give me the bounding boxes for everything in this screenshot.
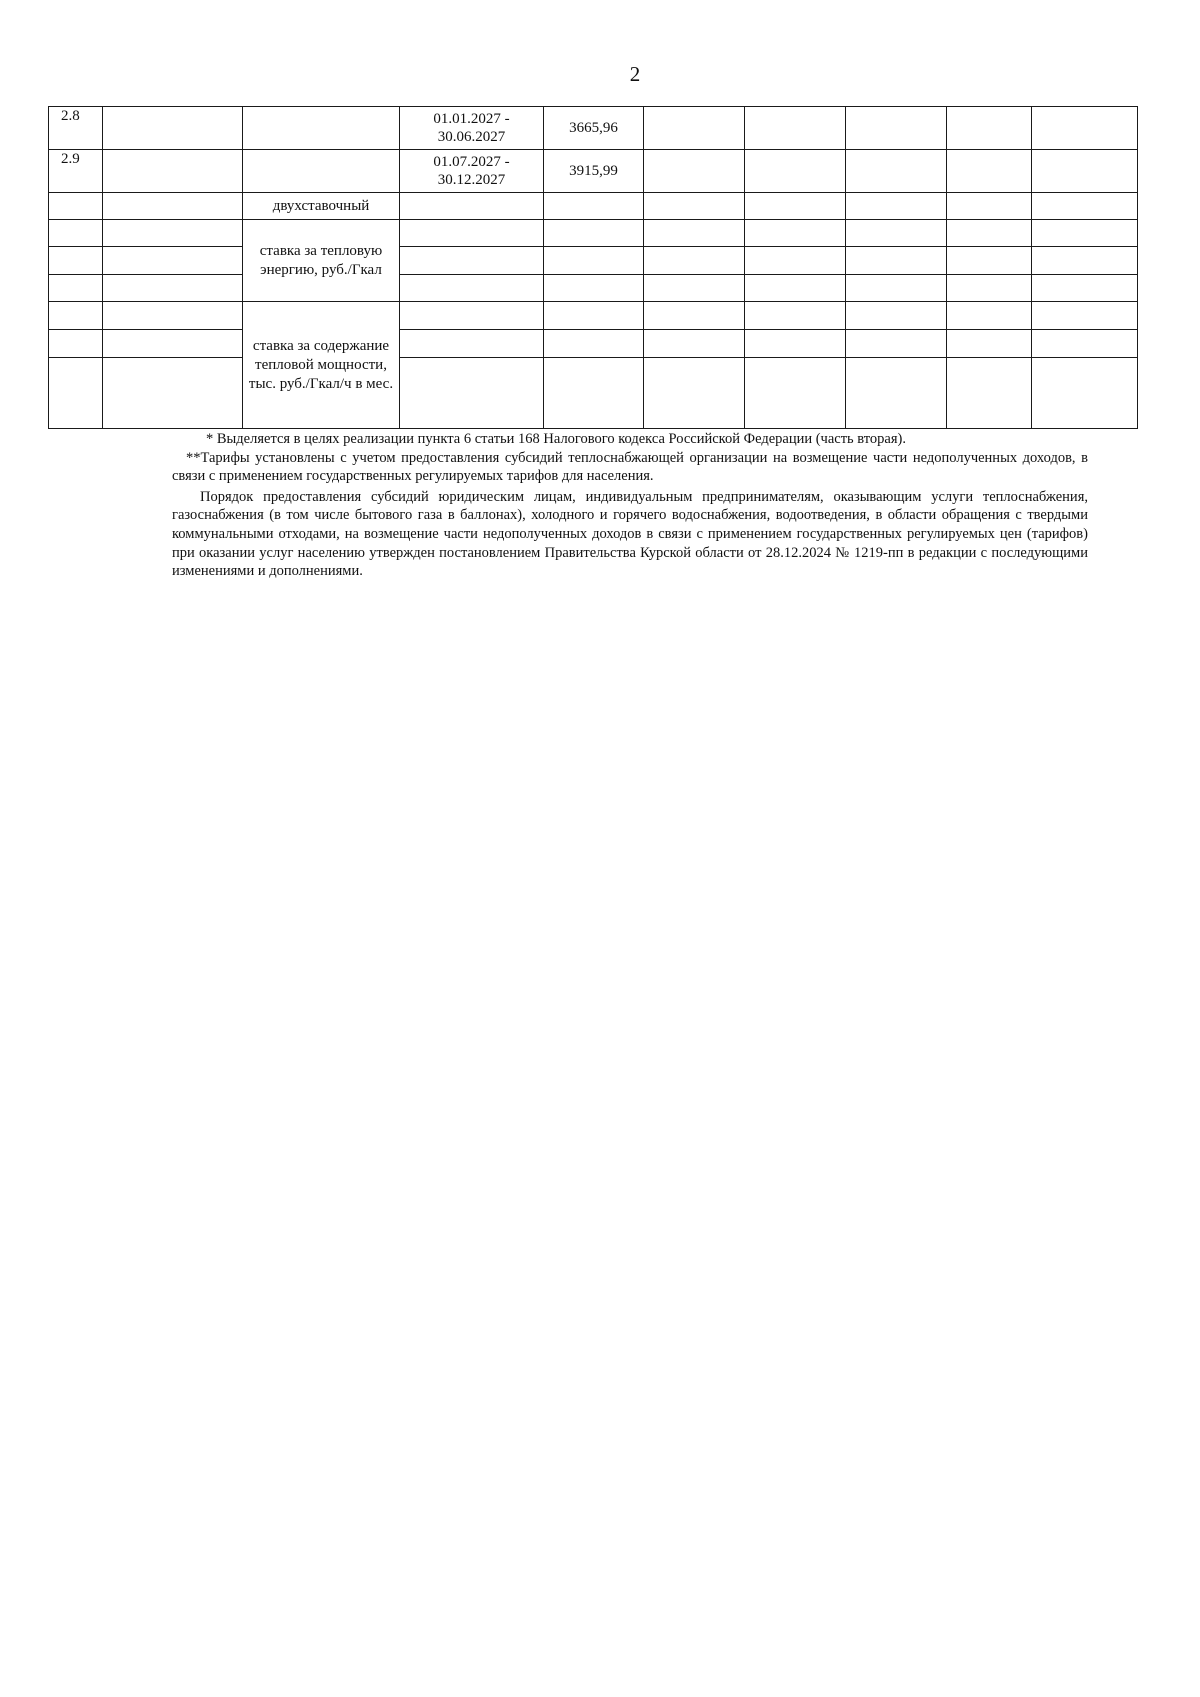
table-cell [49,358,103,429]
table-cell [846,150,947,193]
table-cell [544,302,644,330]
table-cell [947,247,1032,275]
table-cell [644,275,745,302]
table-cell [243,150,400,193]
footnote-vat: * Выделяется в целях реализации пункта 6 статьи 168 Налогового кодекса Российской Федерации (часть вторая). [206,431,906,447]
table-row [49,358,1138,429]
period-cell: 01.01.2027 - 30.06.2027 [400,107,544,150]
table-cell [745,193,846,220]
table-cell [644,247,745,275]
table-cell [544,193,644,220]
table-cell [103,358,243,429]
table-cell [103,193,243,220]
table-cell [49,302,103,330]
table-cell [846,220,947,247]
table-cell [49,330,103,358]
table-cell [846,302,947,330]
table-cell [644,220,745,247]
table-cell [745,275,846,302]
table-cell [103,302,243,330]
table-row [49,275,1138,302]
row-number: 2.9 [49,150,103,193]
footnote-procedure: Порядок предоставления субсидий юридическим лицам, индивидуальным предпринимателям, оказывающим услуги теплоснабжения, газоснабжения (в том числе бытового газа в баллонах), холодного и горячего водоснабжения, водоотведения, в области обращения с твердыми коммунальными отходами, на возмещение части недополученных доходов в связи с применением государственных регулируемых цен (тарифов) при оказании услуг населению утвержден постановлением Правительства Курской области от 28.12.2024 № 1219-пп в редакции с последующими изменениями и дополнениями. [172,488,1088,580]
table-cell [544,275,644,302]
table-cell [644,302,745,330]
table-cell [846,107,947,150]
table-row [49,193,1138,220]
table-cell [745,302,846,330]
table-cell [947,220,1032,247]
capacity-rate-label: ставка за содержание тепловой мощности, тыс. руб./Гкал/ч в мес. [243,302,400,429]
table-cell [103,220,243,247]
table-cell [1032,302,1138,330]
table-cell [544,247,644,275]
table-cell [1032,358,1138,429]
table-cell [745,247,846,275]
table-cell [1032,220,1138,247]
table-cell [846,193,947,220]
table-cell [1032,193,1138,220]
table-cell [745,220,846,247]
table-cell [400,247,544,275]
table-cell [544,358,644,429]
table-cell [1032,330,1138,358]
table-cell [49,247,103,275]
table-row [49,107,1138,150]
table-cell [745,150,846,193]
table-cell [544,330,644,358]
table-cell [49,220,103,247]
table-cell [846,358,947,429]
table-cell [1032,247,1138,275]
table-cell [745,330,846,358]
table-cell [400,358,544,429]
table-cell [400,220,544,247]
table-cell [400,193,544,220]
table-cell [846,330,947,358]
table-cell [947,107,1032,150]
table-row [49,150,1138,193]
two-part-label: двухставочный [243,193,400,220]
table-row [49,330,1138,358]
table-cell [644,330,745,358]
table-cell [644,150,745,193]
table-cell [745,107,846,150]
heat-energy-rate-label: ставка за тепловую энергию, руб./Гкал [243,220,400,302]
table-cell [846,275,947,302]
table-cell [49,193,103,220]
footnote-subsidy: **Тарифы установлены с учетом предоставления субсидий теплоснабжающей организации на возмещение части недополученных доходов, в связи с применением государственных регулируемых тарифов для населения. [172,449,1088,485]
table-cell [103,330,243,358]
table-cell [947,302,1032,330]
table-cell [103,275,243,302]
table-cell [400,302,544,330]
table-cell [1032,275,1138,302]
tariff-table [48,106,1138,429]
tariff-value-cell: 3915,99 [544,150,644,193]
table-cell [1032,150,1138,193]
table-cell [947,275,1032,302]
table-cell [947,193,1032,220]
tariff-value-cell: 3665,96 [544,107,644,150]
table-row [49,302,1138,330]
table-row [49,247,1138,275]
table-cell [103,107,243,150]
table-cell [644,193,745,220]
table-row [49,220,1138,247]
table-cell [243,107,400,150]
table-cell [103,150,243,193]
table-cell [49,275,103,302]
page-number: 2 [629,62,641,86]
table-cell [400,275,544,302]
table-cell [947,358,1032,429]
period-cell: 01.07.2027 - 30.12.2027 [400,150,544,193]
table-cell [103,247,243,275]
table-cell [1032,107,1138,150]
table-cell [644,358,745,429]
table-cell [544,220,644,247]
table-cell [644,107,745,150]
table-cell [947,150,1032,193]
table-cell [846,247,947,275]
table-cell [400,330,544,358]
row-number: 2.8 [49,107,103,150]
table-cell [947,330,1032,358]
footnotes [172,430,1088,581]
table-cell [745,358,846,429]
